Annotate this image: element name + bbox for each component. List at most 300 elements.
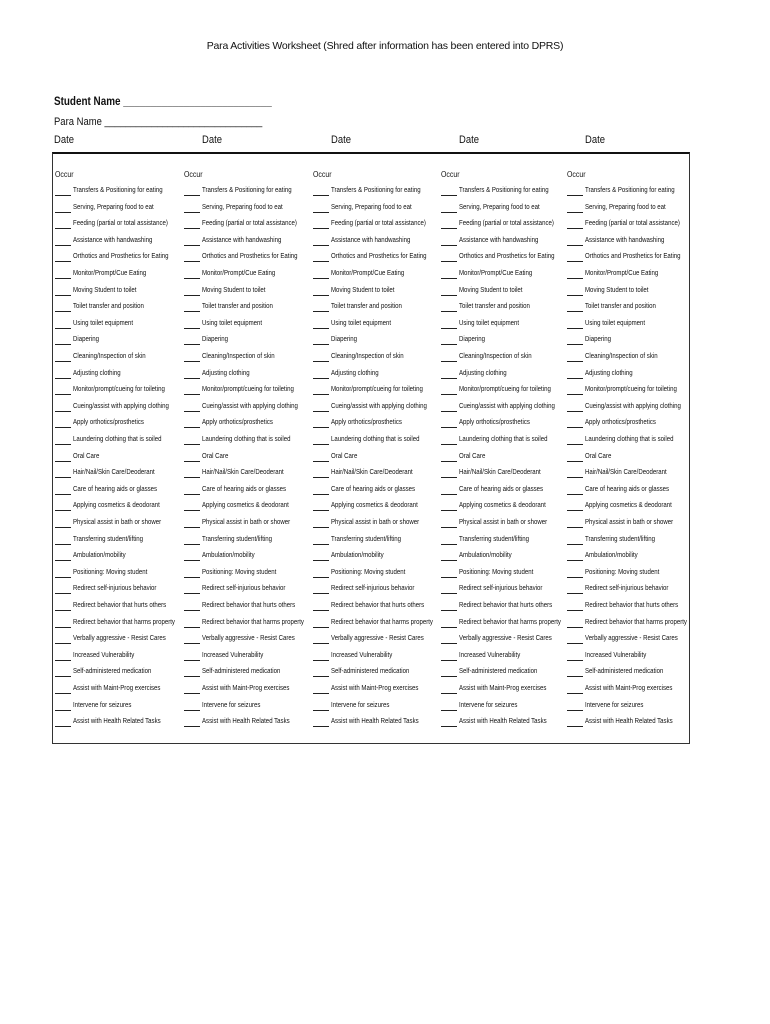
occur-blank-field[interactable] xyxy=(55,461,71,462)
activity-row xyxy=(53,582,181,598)
activity-label: Assist with Maint-Prog exercises xyxy=(459,683,547,692)
occur-blank-field[interactable] xyxy=(567,726,583,727)
occur-blank-field[interactable] xyxy=(567,245,583,246)
activity-label: Ambulation/mobility xyxy=(202,550,255,560)
occur-blank-field[interactable] xyxy=(441,676,457,677)
occur-blank-field[interactable] xyxy=(567,344,583,345)
activity-label: Transfers & Positioning for eating xyxy=(459,185,549,194)
occur-blank-field[interactable] xyxy=(55,560,71,561)
occur-blank-field[interactable] xyxy=(55,311,71,312)
occur-blank-field[interactable] xyxy=(313,261,329,262)
activity-row xyxy=(439,516,567,532)
activity-row xyxy=(439,499,567,515)
activity-row xyxy=(565,333,693,349)
activity-label: Self-administered medication xyxy=(331,666,410,676)
activity-row xyxy=(311,566,439,582)
activity-row xyxy=(565,483,693,499)
occur-blank-field[interactable] xyxy=(55,228,71,229)
occur-blank-field[interactable] xyxy=(55,245,71,246)
occur-blank-field[interactable] xyxy=(441,610,457,611)
activity-label: Redirect behavior that hurts others xyxy=(585,600,679,609)
activity-label: Assist with Health Related Tasks xyxy=(585,716,673,726)
activity-row xyxy=(53,649,181,665)
occur-blank-field[interactable] xyxy=(55,295,71,296)
occur-blank-field[interactable] xyxy=(313,212,329,213)
occur-blank-field[interactable] xyxy=(313,311,329,312)
activity-label: Orthotics and Prosthetics for Eating xyxy=(73,251,169,261)
activity-label: Diapering xyxy=(585,334,612,344)
activity-row xyxy=(439,599,567,615)
activity-row xyxy=(439,533,567,549)
activity-row xyxy=(182,350,310,366)
activity-row xyxy=(565,250,693,266)
activity-label: Cleaning/Inspection of skin xyxy=(73,351,146,360)
activity-label: Laundering clothing that is soiled xyxy=(459,434,548,443)
occur-blank-field[interactable] xyxy=(55,328,71,329)
para-name-field[interactable]: Para Name ______________________________ xyxy=(54,116,263,128)
activity-row xyxy=(53,317,181,333)
occur-blank-field[interactable] xyxy=(567,394,583,395)
occur-blank-field[interactable] xyxy=(441,328,457,329)
activity-row xyxy=(565,201,693,217)
activity-row xyxy=(439,201,567,217)
occur-blank-field[interactable] xyxy=(184,510,200,511)
activity-label: Monitor/Prompt/Cue Eating xyxy=(459,268,533,277)
activity-row xyxy=(182,300,310,316)
activity-label: Toilet transfer and position xyxy=(585,301,656,311)
occur-blank-field[interactable] xyxy=(567,311,583,312)
occur-blank-field[interactable] xyxy=(55,361,71,362)
occur-blank-field[interactable] xyxy=(55,544,71,545)
occur-blank-field[interactable] xyxy=(313,278,329,279)
activity-label: Ambulation/mobility xyxy=(73,550,126,560)
occur-blank-field[interactable] xyxy=(313,643,329,644)
occur-blank-field[interactable] xyxy=(313,295,329,296)
occur-blank-field[interactable] xyxy=(441,710,457,711)
occur-blank-field[interactable] xyxy=(313,411,329,412)
activity-label: Monitor/Prompt/Cue Eating xyxy=(331,268,405,277)
activity-label: Positioning: Moving student xyxy=(331,566,406,576)
activity-label: Orthotics and Prosthetics for Eating xyxy=(459,251,555,261)
occur-blank-field[interactable] xyxy=(55,195,71,196)
activity-label: Redirect behavior that harms property xyxy=(73,616,175,626)
occur-blank-field[interactable] xyxy=(55,660,71,661)
activity-row xyxy=(311,383,439,399)
occur-blank-field[interactable] xyxy=(313,477,329,478)
activity-row xyxy=(53,367,181,383)
occur-blank-field[interactable] xyxy=(567,610,583,611)
occur-blank-field[interactable] xyxy=(313,693,329,694)
occur-blank-field[interactable] xyxy=(313,610,329,611)
occur-blank-field[interactable] xyxy=(567,228,583,229)
activity-row xyxy=(439,682,567,698)
activity-label: Moving Student to toilet xyxy=(202,284,266,294)
activity-row xyxy=(53,533,181,549)
occur-blank-field[interactable] xyxy=(184,643,200,644)
activity-label: Increased Vulnerability xyxy=(331,649,393,659)
occur-blank-field[interactable] xyxy=(184,411,200,412)
activity-row xyxy=(439,433,567,449)
occur-blank-field[interactable] xyxy=(567,527,583,528)
activity-row xyxy=(182,665,310,681)
occur-blank-field[interactable] xyxy=(441,544,457,545)
occur-blank-field[interactable] xyxy=(313,660,329,661)
occur-blank-field[interactable] xyxy=(567,577,583,578)
activity-row xyxy=(53,400,181,416)
activity-label: Cueing/assist with applying clothing xyxy=(585,400,681,410)
occur-blank-field[interactable] xyxy=(441,510,457,511)
activity-label: Transferring student/lifting xyxy=(459,533,530,543)
activity-label: Redirect behavior that harms property xyxy=(202,616,304,626)
occur-blank-field[interactable] xyxy=(313,710,329,711)
occur-blank-field[interactable] xyxy=(441,527,457,528)
activity-row xyxy=(182,383,310,399)
occur-blank-field[interactable] xyxy=(313,344,329,345)
occur-blank-field[interactable] xyxy=(55,378,71,379)
occur-blank-field[interactable] xyxy=(567,411,583,412)
occur-blank-field[interactable] xyxy=(567,544,583,545)
activity-row xyxy=(182,416,310,432)
activity-row xyxy=(53,350,181,366)
activity-row xyxy=(182,400,310,416)
occur-blank-field[interactable] xyxy=(567,477,583,478)
occur-blank-field[interactable] xyxy=(441,660,457,661)
activity-label: Apply orthotics/prosthetics xyxy=(585,417,656,427)
date-label-1: Date xyxy=(54,134,74,146)
occur-blank-field[interactable] xyxy=(441,411,457,412)
activity-row xyxy=(182,632,310,648)
occur-blank-field[interactable] xyxy=(567,444,583,445)
activity-label: Laundering clothing that is soiled xyxy=(202,434,291,443)
activity-row xyxy=(53,234,181,250)
occur-blank-field[interactable] xyxy=(313,510,329,511)
activity-label: Moving Student to toilet xyxy=(459,284,523,294)
activity-row xyxy=(311,599,439,615)
activity-row xyxy=(439,350,567,366)
activity-label: Laundering clothing that is soiled xyxy=(73,434,162,443)
occur-blank-field[interactable] xyxy=(184,461,200,462)
occur-blank-field[interactable] xyxy=(567,643,583,644)
activity-label: Laundering clothing that is soiled xyxy=(331,434,420,443)
occur-blank-field[interactable] xyxy=(55,693,71,694)
occur-blank-field[interactable] xyxy=(567,660,583,661)
occur-blank-field[interactable] xyxy=(55,278,71,279)
occur-blank-field[interactable] xyxy=(184,378,200,379)
occur-blank-field[interactable] xyxy=(313,394,329,395)
occur-blank-field[interactable] xyxy=(313,627,329,628)
occur-blank-field[interactable] xyxy=(441,311,457,312)
activity-label: Redirect behavior that hurts others xyxy=(202,600,296,609)
occur-blank-field[interactable] xyxy=(55,610,71,611)
activity-label: Monitor/Prompt/Cue Eating xyxy=(202,268,276,277)
occur-blank-field[interactable] xyxy=(567,676,583,677)
occur-blank-field[interactable] xyxy=(441,394,457,395)
occur-blank-field[interactable] xyxy=(184,726,200,727)
activity-label: Assist with Maint-Prog exercises xyxy=(331,683,419,692)
occur-blank-field[interactable] xyxy=(55,627,71,628)
occur-blank-field[interactable] xyxy=(184,195,200,196)
activity-label: Self-administered medication xyxy=(202,666,281,676)
occur-blank-field[interactable] xyxy=(55,577,71,578)
activity-label: Monitor/Prompt/Cue Eating xyxy=(585,268,659,277)
occur-blank-field[interactable] xyxy=(441,261,457,262)
occur-blank-field[interactable] xyxy=(55,477,71,478)
occur-blank-field[interactable] xyxy=(55,676,71,677)
activity-label: Serving, Preparing food to eat xyxy=(73,201,154,211)
occur-blank-field[interactable] xyxy=(567,361,583,362)
occur-blank-field[interactable] xyxy=(313,361,329,362)
activity-label: Assistance with handwashing xyxy=(585,234,665,244)
occur-blank-field[interactable] xyxy=(184,444,200,445)
activity-row xyxy=(439,582,567,598)
activity-row xyxy=(311,616,439,632)
occur-blank-field[interactable] xyxy=(441,295,457,296)
occur-blank-field[interactable] xyxy=(184,710,200,711)
activity-label: Ambulation/mobility xyxy=(585,550,638,560)
activity-row xyxy=(182,715,310,731)
occur-blank-field[interactable] xyxy=(441,643,457,644)
student-name-field[interactable]: Student Name ___________________________ xyxy=(54,96,272,108)
activity-label: Redirect behavior that hurts others xyxy=(73,600,167,609)
occur-blank-field[interactable] xyxy=(567,195,583,196)
activity-label: Care of hearing aids or glasses xyxy=(73,483,158,493)
activity-label: Physical assist in bath or shower xyxy=(459,517,548,526)
activity-row xyxy=(565,616,693,632)
occur-blank-field[interactable] xyxy=(55,212,71,213)
activity-row xyxy=(311,549,439,565)
occur-blank-field[interactable] xyxy=(313,577,329,578)
activity-row xyxy=(565,350,693,366)
activity-label: Oral Care xyxy=(459,450,486,460)
occur-blank-field[interactable] xyxy=(567,278,583,279)
occur-blank-field[interactable] xyxy=(313,245,329,246)
occur-blank-field[interactable] xyxy=(441,726,457,727)
activity-label: Cleaning/Inspection of skin xyxy=(331,351,404,360)
activity-label: Redirect self-injurious behavior xyxy=(202,583,286,593)
activity-row xyxy=(311,715,439,731)
activity-label: Increased Vulnerability xyxy=(585,649,647,659)
activity-row xyxy=(53,632,181,648)
activity-row xyxy=(182,217,310,233)
activity-label: Applying cosmetics & deodorant xyxy=(202,500,289,510)
occur-blank-field[interactable] xyxy=(184,361,200,362)
activity-row xyxy=(182,599,310,615)
occur-blank-field[interactable] xyxy=(313,726,329,727)
occur-blank-field[interactable] xyxy=(184,477,200,478)
occur-blank-field[interactable] xyxy=(441,245,457,246)
occur-blank-field[interactable] xyxy=(313,560,329,561)
occur-blank-field[interactable] xyxy=(441,195,457,196)
occur-blank-field[interactable] xyxy=(55,510,71,511)
occur-blank-field[interactable] xyxy=(184,660,200,661)
occur-blank-field[interactable] xyxy=(313,378,329,379)
occur-blank-field[interactable] xyxy=(55,726,71,727)
occur-blank-field[interactable] xyxy=(184,494,200,495)
occur-blank-field[interactable] xyxy=(567,212,583,213)
activity-label: Increased Vulnerability xyxy=(202,649,264,659)
occur-blank-field[interactable] xyxy=(567,461,583,462)
date-label-5: Date xyxy=(585,134,605,146)
occur-blank-field[interactable] xyxy=(313,593,329,594)
occur-blank-field[interactable] xyxy=(313,494,329,495)
occur-blank-field[interactable] xyxy=(441,444,457,445)
activity-row xyxy=(53,599,181,615)
activity-row xyxy=(182,433,310,449)
activity-row xyxy=(53,566,181,582)
occur-blank-field[interactable] xyxy=(313,444,329,445)
occur-blank-field[interactable] xyxy=(567,378,583,379)
activity-row xyxy=(565,599,693,615)
occur-blank-field[interactable] xyxy=(441,593,457,594)
occur-blank-field[interactable] xyxy=(55,444,71,445)
occur-blank-field[interactable] xyxy=(184,261,200,262)
occur-blank-field[interactable] xyxy=(567,427,583,428)
occur-blank-field[interactable] xyxy=(441,477,457,478)
occur-blank-field[interactable] xyxy=(55,527,71,528)
occur-blank-field[interactable] xyxy=(567,593,583,594)
activity-label: Using toilet equipment xyxy=(585,317,646,327)
occur-blank-field[interactable] xyxy=(55,394,71,395)
occur-blank-field[interactable] xyxy=(441,494,457,495)
activity-row xyxy=(53,616,181,632)
activity-label: Redirect behavior that harms property xyxy=(331,616,433,626)
occur-blank-field[interactable] xyxy=(313,544,329,545)
occur-blank-field[interactable] xyxy=(184,427,200,428)
activity-row xyxy=(182,367,310,383)
occur-blank-field[interactable] xyxy=(313,461,329,462)
activity-label: Feeding (partial or total assistance) xyxy=(585,218,680,228)
activity-label: Intervene for seizures xyxy=(585,699,644,709)
activity-label: Verbally aggressive - Resist Cares xyxy=(459,633,552,643)
occur-blank-field[interactable] xyxy=(184,593,200,594)
occur-blank-field[interactable] xyxy=(441,427,457,428)
activity-row xyxy=(311,682,439,698)
activity-label: Positioning: Moving student xyxy=(73,566,148,576)
activity-row xyxy=(439,416,567,432)
activity-row xyxy=(565,466,693,482)
activity-label: Increased Vulnerability xyxy=(73,649,135,659)
occur-blank-field[interactable] xyxy=(567,494,583,495)
activity-label: Toilet transfer and position xyxy=(331,301,402,311)
activity-label: Diapering xyxy=(202,334,229,344)
occur-blank-field[interactable] xyxy=(55,710,71,711)
occur-blank-field[interactable] xyxy=(313,527,329,528)
activity-label: Laundering clothing that is soiled xyxy=(585,434,674,443)
occur-blank-field[interactable] xyxy=(55,427,71,428)
occur-blank-field[interactable] xyxy=(313,228,329,229)
activity-row xyxy=(53,549,181,565)
occur-blank-field[interactable] xyxy=(184,560,200,561)
occur-blank-field[interactable] xyxy=(567,710,583,711)
occur-blank-field[interactable] xyxy=(184,676,200,677)
occur-blank-field[interactable] xyxy=(441,278,457,279)
occur-blank-field[interactable] xyxy=(567,328,583,329)
activity-row xyxy=(565,367,693,383)
activity-row xyxy=(53,433,181,449)
occur-blank-field[interactable] xyxy=(441,627,457,628)
occur-blank-field[interactable] xyxy=(55,643,71,644)
occur-blank-field[interactable] xyxy=(441,344,457,345)
occur-blank-field[interactable] xyxy=(55,344,71,345)
occur-blank-field[interactable] xyxy=(441,212,457,213)
occur-blank-field[interactable] xyxy=(184,394,200,395)
occur-blank-field[interactable] xyxy=(567,295,583,296)
activity-label: Assist with Health Related Tasks xyxy=(331,716,419,726)
occur-blank-field[interactable] xyxy=(184,295,200,296)
activity-label: Cueing/assist with applying clothing xyxy=(331,400,427,410)
occur-blank-field[interactable] xyxy=(441,361,457,362)
occur-blank-field[interactable] xyxy=(441,577,457,578)
activity-label: Care of hearing aids or glasses xyxy=(331,483,416,493)
activity-row xyxy=(53,250,181,266)
occur-blank-field[interactable] xyxy=(55,494,71,495)
activity-row xyxy=(311,649,439,665)
occur-blank-field[interactable] xyxy=(313,427,329,428)
activity-row xyxy=(182,582,310,598)
occur-blank-field[interactable] xyxy=(567,627,583,628)
occur-blank-field[interactable] xyxy=(55,411,71,412)
activity-label: Transferring student/lifting xyxy=(585,533,656,543)
activity-label: Adjusting clothing xyxy=(73,367,121,377)
activity-label: Feeding (partial or total assistance) xyxy=(331,218,426,228)
activity-row xyxy=(565,317,693,333)
occur-blank-field[interactable] xyxy=(567,693,583,694)
occur-blank-field[interactable] xyxy=(55,261,71,262)
occur-blank-field[interactable] xyxy=(441,461,457,462)
occur-blank-field[interactable] xyxy=(441,378,457,379)
occur-blank-field[interactable] xyxy=(55,593,71,594)
occur-blank-field[interactable] xyxy=(184,693,200,694)
occur-blank-field[interactable] xyxy=(184,577,200,578)
activity-label: Self-administered medication xyxy=(585,666,664,676)
activity-label: Oral Care xyxy=(331,450,358,460)
activity-row xyxy=(311,400,439,416)
occur-blank-field[interactable] xyxy=(567,510,583,511)
occur-blank-field[interactable] xyxy=(184,627,200,628)
activity-row xyxy=(53,499,181,515)
occur-blank-field[interactable] xyxy=(313,328,329,329)
activity-row xyxy=(439,383,567,399)
occur-blank-field[interactable] xyxy=(184,245,200,246)
activity-label: Physical assist in bath or shower xyxy=(331,517,420,526)
activity-row xyxy=(565,184,693,200)
activity-row xyxy=(439,450,567,466)
occur-blank-field[interactable] xyxy=(441,693,457,694)
occur-blank-field[interactable] xyxy=(184,344,200,345)
occur-blank-field[interactable] xyxy=(184,278,200,279)
occur-blank-field[interactable] xyxy=(441,560,457,561)
activity-label: Intervene for seizures xyxy=(459,699,518,709)
date-label-2: Date xyxy=(202,134,222,146)
occur-blank-field[interactable] xyxy=(184,311,200,312)
occur-blank-field[interactable] xyxy=(184,228,200,229)
occur-blank-field[interactable] xyxy=(184,610,200,611)
occur-blank-field[interactable] xyxy=(184,212,200,213)
activity-label: Oral Care xyxy=(73,450,100,460)
activity-label: Intervene for seizures xyxy=(202,699,261,709)
occur-blank-field[interactable] xyxy=(313,195,329,196)
activity-label: Monitor/prompt/cueing for toileting xyxy=(459,384,551,394)
occur-blank-field[interactable] xyxy=(184,328,200,329)
occur-blank-field[interactable] xyxy=(441,228,457,229)
occur-blank-field[interactable] xyxy=(567,261,583,262)
activity-label: Oral Care xyxy=(202,450,229,460)
activity-row xyxy=(53,516,181,532)
occur-blank-field[interactable] xyxy=(184,544,200,545)
occur-blank-field[interactable] xyxy=(184,527,200,528)
occur-blank-field[interactable] xyxy=(567,560,583,561)
occur-blank-field[interactable] xyxy=(313,676,329,677)
